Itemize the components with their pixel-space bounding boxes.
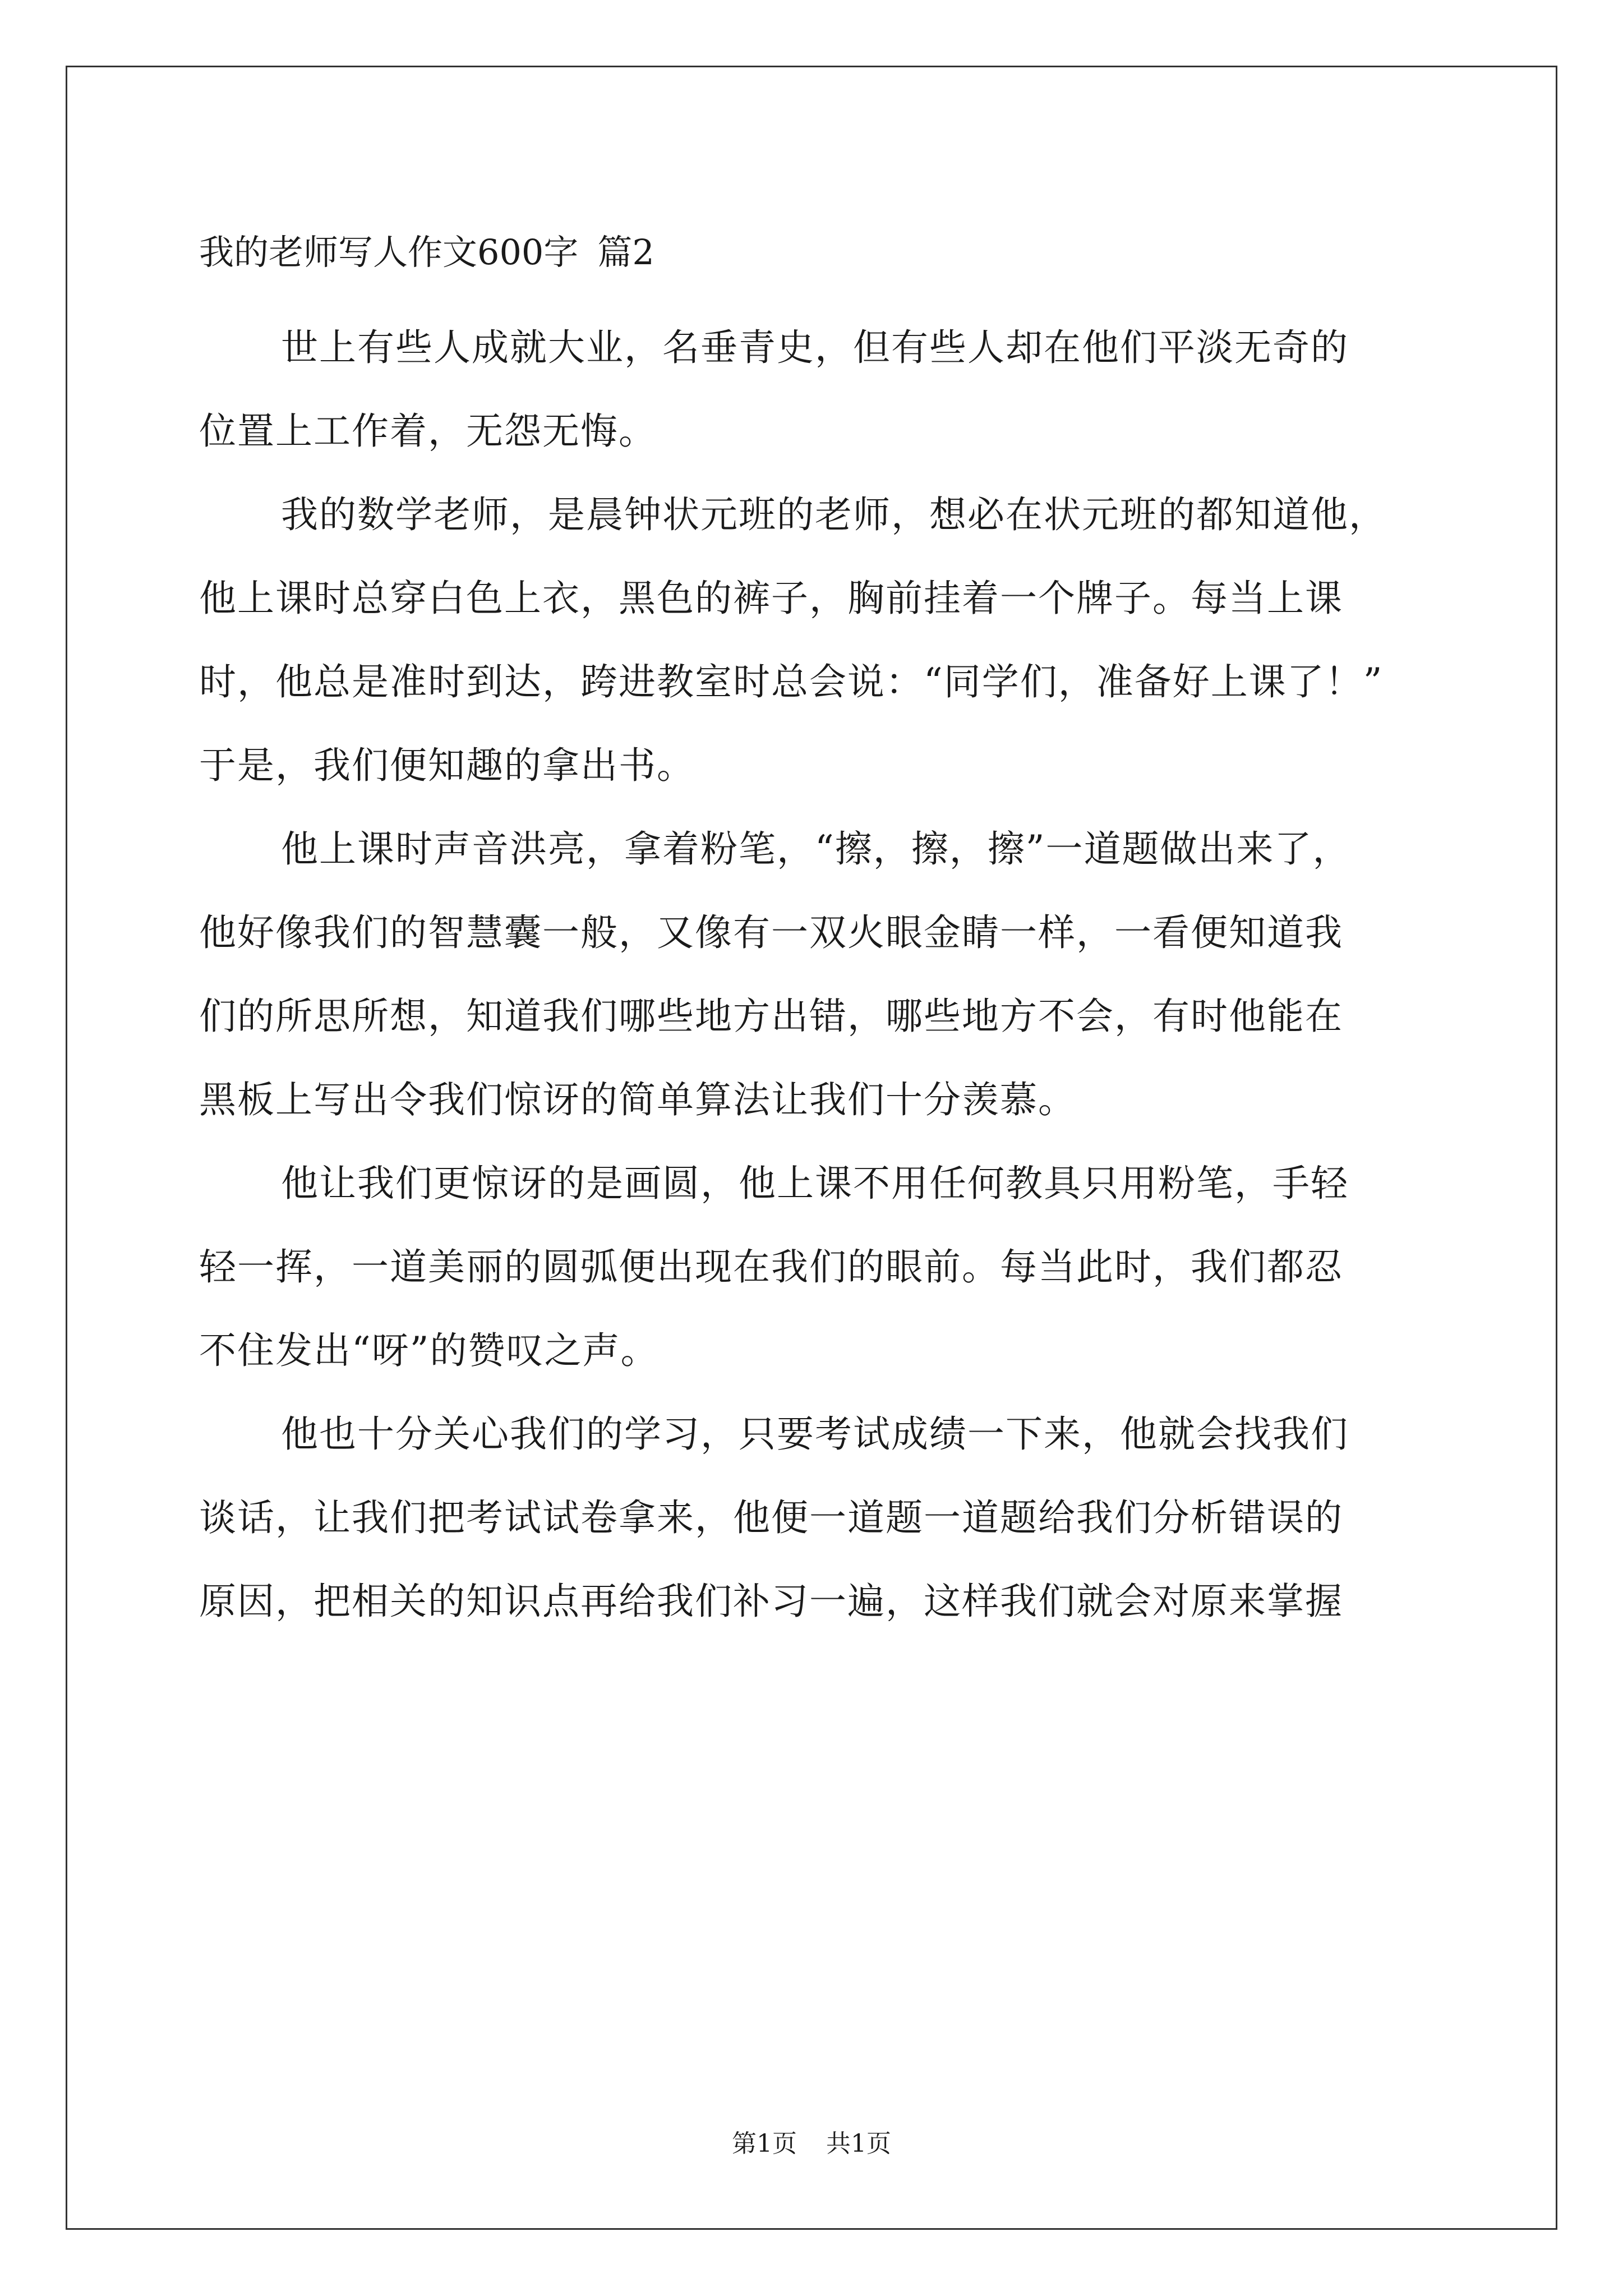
paragraph-line: 他让我们更惊讶的是画圆，他上课不用任何教具只用粉笔，手轻 (281, 1162, 1349, 1205)
document-body (199, 222, 1433, 1643)
document-title (199, 222, 1433, 283)
title-text: 我的老师写人作文600字 (199, 232, 579, 273)
paragraph-line: 轻一挥，一道美丽的圆弧便出现在我们的眼前。每当此时，我们都忍 (199, 1245, 1343, 1289)
paragraph-line: 他好像我们的智慧囊一般，又像有一双火眼金睛一样，一看便知道我 (199, 911, 1343, 954)
paragraph-line: 他上课时声音洪亮，拿着粉笔，“擦，擦，擦”一道题做出来了， (281, 827, 1351, 871)
paragraph-line: 他也十分关心我们的学习，只要考试成绩一下来，他就会找我们 (281, 1412, 1349, 1456)
paragraph-line: 原因，把相关的知识点再给我们补习一遍，这样我们就会对原来掌握 (199, 1580, 1343, 1623)
paragraph-line: 时，他总是准时到达，跨进教室时总会说：“同学们，准备好上课了！” (199, 660, 1384, 703)
page-number: 第1页 (732, 2129, 797, 2158)
paragraph-line: 世上有些人成就大业，名垂青史，但有些人却在他们平淡无奇的 (281, 326, 1349, 369)
paragraph-line: 们的所思所想，知道我们哪些地方出错，哪些地方不会，有时他能在 (199, 995, 1343, 1038)
paragraph-line: 我的数学老师，是晨钟状元班的老师，想必在状元班的都知道他， (281, 493, 1387, 536)
paragraph-4 (199, 1142, 1433, 1392)
paragraph-line: 谈话，让我们把考试试卷拿来，他便一道题一道题给我们分析错误的 (199, 1496, 1343, 1539)
paragraph-3 (199, 807, 1433, 1142)
paragraph-2 (199, 473, 1433, 807)
paragraph-1 (199, 306, 1433, 473)
paragraph-line: 他上课时总穿白色上衣，黑色的裤子，胸前挂着一个牌子。每当上课 (199, 577, 1343, 620)
paragraph-line: 位置上工作着，无怨无悔。 (199, 409, 657, 453)
paragraph-5 (199, 1392, 1433, 1643)
paragraph-line: 黑板上写出令我们惊讶的简单算法让我们十分羡慕。 (199, 1078, 1076, 1121)
paragraph-line: 于是，我们便知趣的拿出书。 (199, 744, 695, 787)
title-section-label: 篇2 (597, 232, 654, 273)
page-total: 共1页 (826, 2129, 891, 2158)
paragraph-line: 不住发出“呀”的赞叹之声。 (199, 1329, 659, 1372)
page-footer (0, 2127, 1623, 2161)
